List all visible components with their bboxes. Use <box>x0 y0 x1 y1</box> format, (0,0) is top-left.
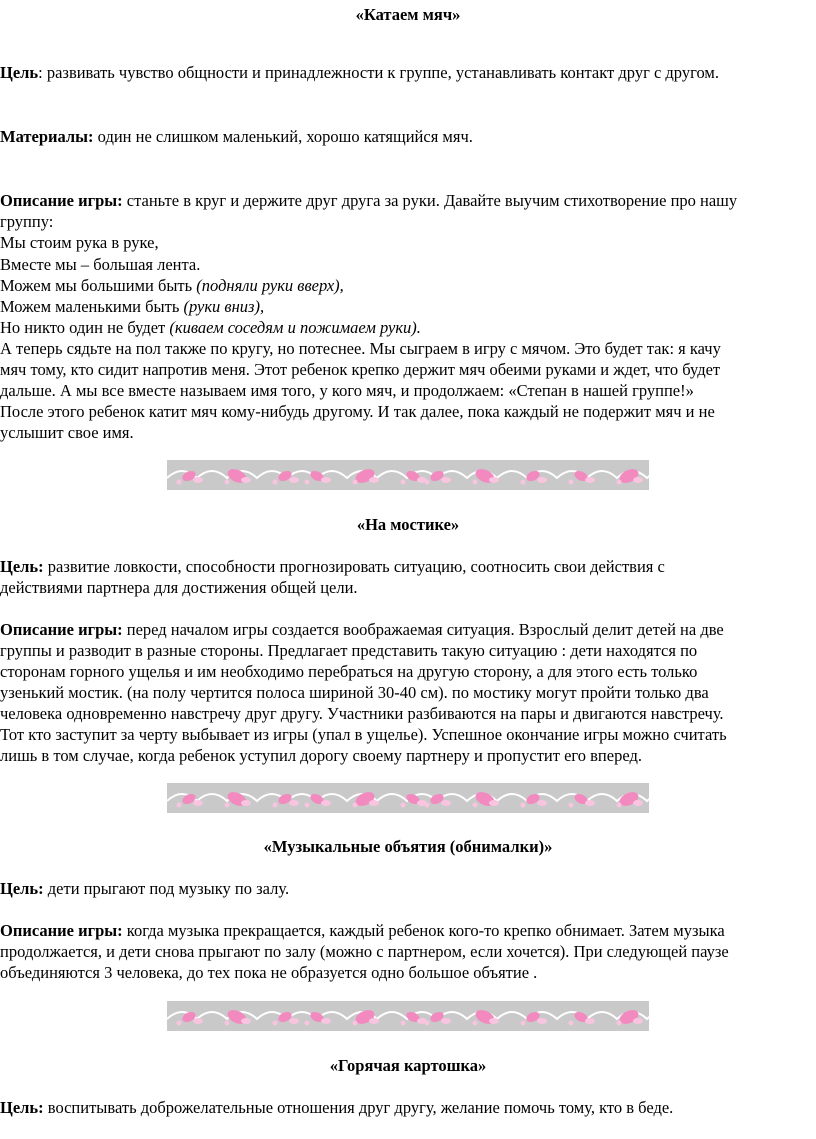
pink-floral-pattern <box>167 1001 649 1031</box>
paragraph-line: услышит свое имя. <box>0 423 134 442</box>
game-2-description <box>0 619 724 641</box>
paragraph-line: сторонам горного ущелья и им необходимо перебраться на другую сторону, а для этого есть только <box>0 662 698 681</box>
poem-line-note: (подняли руки вверх), <box>196 276 344 295</box>
pink-floral-pattern <box>167 460 649 490</box>
pink-floral-pattern <box>167 783 649 813</box>
game-1-materials-label: Материалы: <box>0 127 94 146</box>
game-3-description-text: когда музыка прекращается, каждый ребенок кого-то крепко обнимает. Затем музыка <box>122 921 725 940</box>
paragraph-line: группы и разводит в разные стороны. Предлагает представить такую ситуацию : дети находятся по <box>0 641 698 660</box>
game-1-goal-text: : развивать чувство общности и принадлежности к группе, устанавливать контакт друг с другом. <box>38 63 719 82</box>
poem-line <box>0 296 264 318</box>
floral-divider <box>167 1001 649 1031</box>
game-2-description-label: Описание игры: <box>0 620 123 639</box>
flower-icon <box>617 466 644 485</box>
paragraph-line: лишь в том случае, когда ребенок уступил дорогу своему партнеру и пропустит его вперед. <box>0 746 642 765</box>
poem-line <box>0 232 159 254</box>
poem-line-note: (руки вниз), <box>183 297 265 316</box>
game-1-description <box>0 190 737 212</box>
game-3-description <box>0 920 725 942</box>
flower-icon <box>225 789 252 808</box>
poem-line <box>0 254 200 276</box>
game-4-goal <box>0 1097 673 1119</box>
game-1-description-text: станьте в круг и держите друг друга за руки. Давайте выучим стихотворение про нашу <box>122 191 738 210</box>
game-2-description-text: перед началом игры создается воображаемая ситуация. Взрослый делит детей на две <box>122 620 724 639</box>
game-4-title: «Горячая картошка» <box>329 1056 487 1075</box>
floral-divider <box>167 460 649 490</box>
game-1-goal <box>0 62 719 84</box>
poem-line-text: Можем маленькими быть <box>0 297 184 316</box>
game-1-materials <box>0 126 473 148</box>
game-3-goal <box>0 878 289 900</box>
game-1-description-label: Описание игры: <box>0 191 123 210</box>
game-2-title: «На мостике» <box>356 515 460 534</box>
game-1-title: «Катаем мяч» <box>355 5 461 24</box>
game-3-description-label: Описание игры: <box>0 921 123 940</box>
game-2-goal-label: Цель: <box>0 557 44 576</box>
game-4-goal-text: воспитывать доброжелательные отношения друг другу, желание помочь тому, кто в беде. <box>43 1098 674 1117</box>
floral-divider <box>167 783 649 813</box>
game-2-goal <box>0 556 665 578</box>
poem-line <box>0 317 421 339</box>
paragraph-line: А теперь сядьте на пол также по кругу, но потеснее. Мы сыграем в игру с мячом. Это будет так: я качу <box>0 339 721 358</box>
flower-icon <box>225 466 252 485</box>
poem-line-text: Вместе мы – большая лента. <box>0 255 201 274</box>
game-4-goal-label: Цель: <box>0 1098 44 1117</box>
game-2-goal-text: развитие ловкости, способности прогнозировать ситуацию, соотносить свои действия с <box>43 557 665 576</box>
paragraph-line: Тот кто заступит за черту выбывает из игры (упал в ущелье). Успешное окончание игры можно считать <box>0 725 727 744</box>
game-1-goal-label: Цель <box>0 63 39 82</box>
game-3-title: «Музыкальные объятия (обнималки)» <box>263 837 553 856</box>
paragraph-line: После этого ребенок катит мяч кому-нибудь другому. И так далее, пока каждый не подержит мяч и не <box>0 402 715 421</box>
poem-line-text: Можем мы большими быть <box>0 276 197 295</box>
flower-icon <box>617 789 644 808</box>
flower-icon <box>225 1007 252 1026</box>
poem-line-text: Мы стоим рука в руке, <box>0 233 159 252</box>
game-2-goal-cont: действиями партнера для достижения общей цели. <box>0 578 358 597</box>
paragraph-line: продолжается, и дети снова прыгают по залу (можно с партнером, если хочется). При следующей паузе <box>0 942 729 961</box>
poem-line-text: Но никто один не будет <box>0 318 170 337</box>
poem-line <box>0 275 344 297</box>
paragraph-line: человека одновременно навстречу друг другу. Участники разбиваются на пары и двигаются навстречу. <box>0 704 724 723</box>
paragraph-line: узенький мостик. (на полу чертится полоса шириной 30-40 см). по мостику могут пройти только два <box>0 683 709 702</box>
game-1-materials-text: один не слишком маленький, хорошо катящийся мяч. <box>93 127 473 146</box>
game-1-description-cont: группу: <box>0 212 54 231</box>
flower-icon <box>617 1007 644 1026</box>
paragraph-line: мяч тому, кто сидит напротив меня. Этот ребенок крепко держит мяч обеими руками и ждет, что будет <box>0 360 721 379</box>
game-3-goal-text: дети прыгают под музыку по залу. <box>43 879 290 898</box>
game-3-goal-label: Цель: <box>0 879 44 898</box>
paragraph-line: объединяются 3 человека, до тех пока не образуется одно большое объятие . <box>0 963 538 982</box>
paragraph-line: дальше. А мы все вместе называем имя того, у кого мяч, и продолжаем: «Степан в нашей группе!» <box>0 381 694 400</box>
poem-line-note: (киваем соседям и пожимаем руки). <box>169 318 421 337</box>
